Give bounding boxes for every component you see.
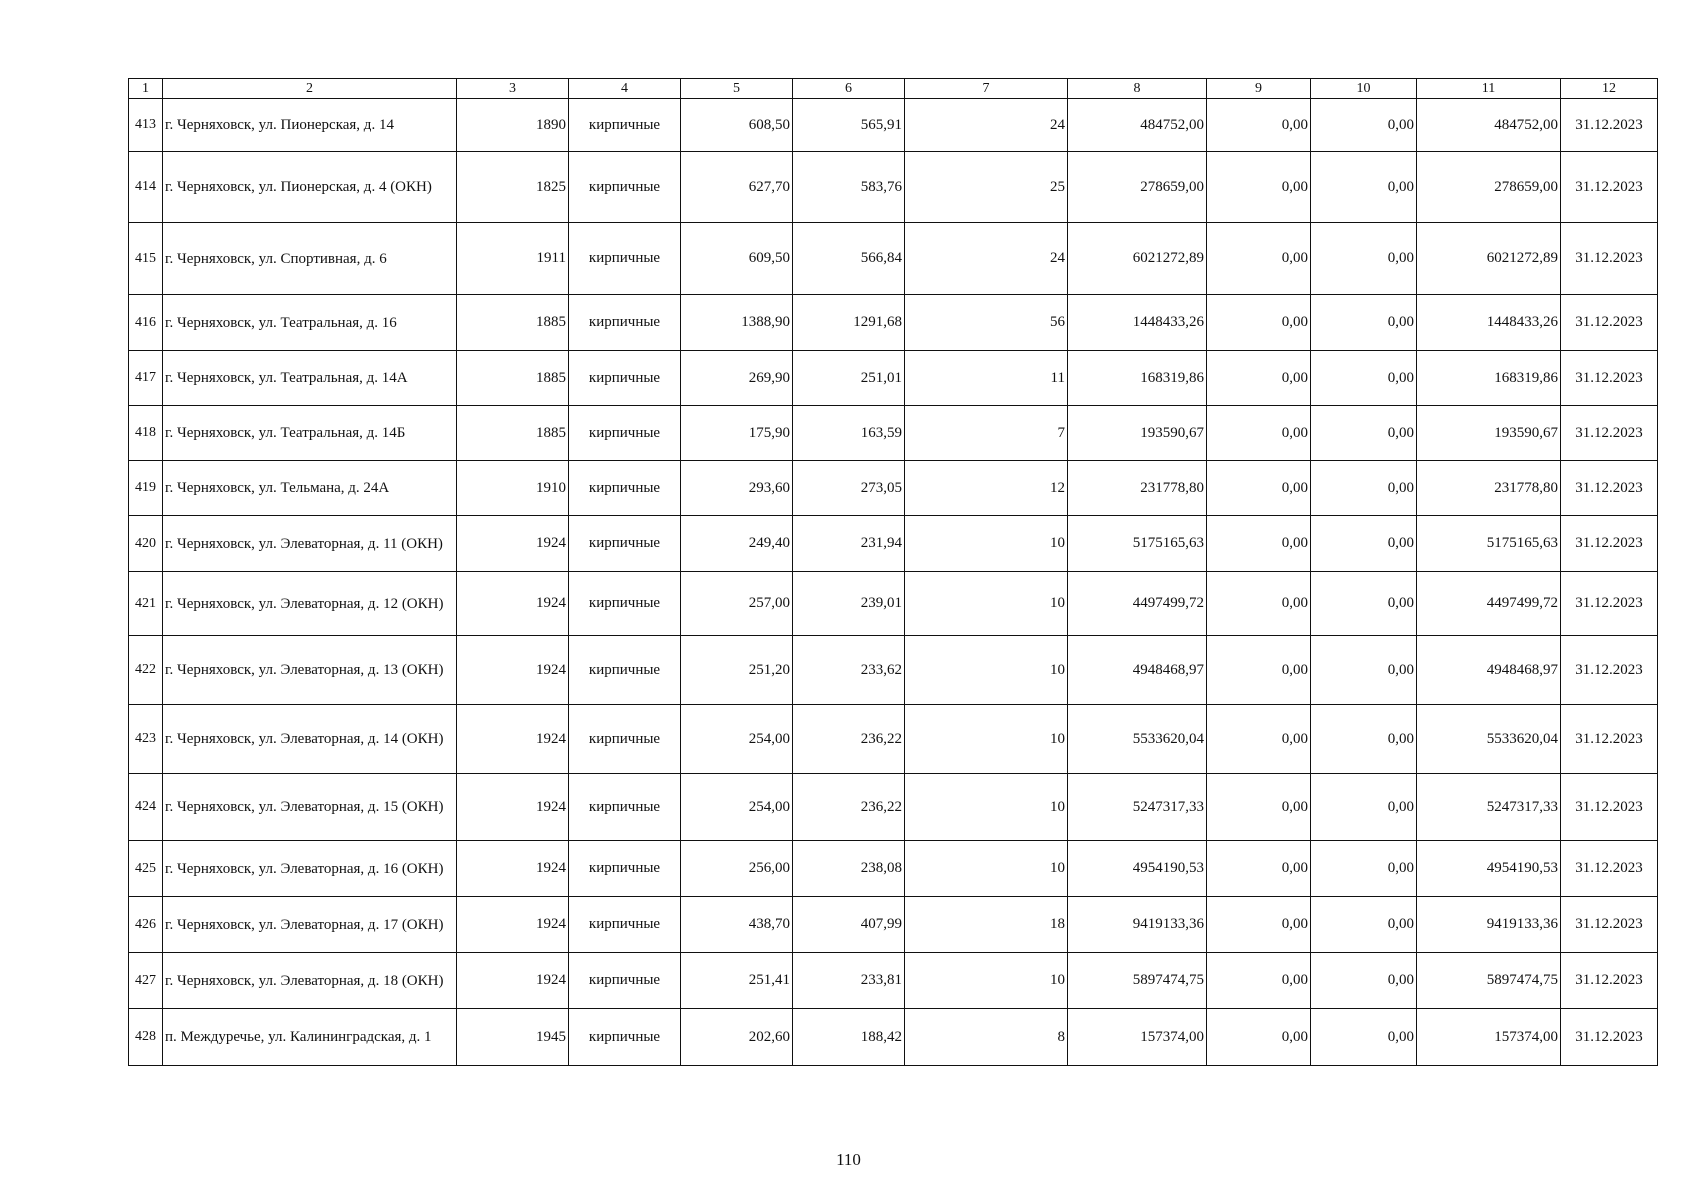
col10-cell: 0,00 — [1311, 953, 1417, 1009]
col7-cell: 24 — [905, 223, 1068, 295]
wall-material-cell: кирпичные — [569, 774, 681, 841]
row-number-cell: 421 — [129, 572, 163, 636]
col9-cell: 0,00 — [1207, 461, 1311, 516]
col10-cell: 0,00 — [1311, 841, 1417, 897]
date-cell: 31.12.2023 — [1561, 406, 1658, 461]
row-number-cell: 425 — [129, 841, 163, 897]
col5-cell: 1388,90 — [681, 295, 793, 351]
col6-cell: 188,42 — [793, 1009, 905, 1066]
col10-cell: 0,00 — [1311, 636, 1417, 705]
table-row — [129, 572, 1658, 636]
year-cell: 1924 — [457, 705, 569, 774]
year-cell: 1825 — [457, 152, 569, 223]
col6-cell: 238,08 — [793, 841, 905, 897]
col9-cell: 0,00 — [1207, 152, 1311, 223]
col6-cell: 583,76 — [793, 152, 905, 223]
header-cell: 11 — [1417, 79, 1561, 99]
wall-material-cell: кирпичные — [569, 1009, 681, 1066]
wall-material-cell: кирпичные — [569, 516, 681, 572]
col8-cell: 484752,00 — [1068, 99, 1207, 152]
year-cell: 1885 — [457, 295, 569, 351]
table-row — [129, 705, 1658, 774]
row-number-cell: 424 — [129, 774, 163, 841]
col5-cell: 175,90 — [681, 406, 793, 461]
date-cell: 31.12.2023 — [1561, 897, 1658, 953]
year-cell: 1890 — [457, 99, 569, 152]
col7-cell: 12 — [905, 461, 1068, 516]
col6-cell: 163,59 — [793, 406, 905, 461]
address-cell: г. Черняховск, ул. Элеваторная, д. 14 (ОКН) — [163, 705, 457, 774]
address-cell: г. Черняховск, ул. Театральная, д. 14Б — [163, 406, 457, 461]
col8-cell: 157374,00 — [1068, 1009, 1207, 1066]
date-cell: 31.12.2023 — [1561, 152, 1658, 223]
col8-cell: 4948468,97 — [1068, 636, 1207, 705]
col7-cell: 8 — [905, 1009, 1068, 1066]
address-cell: г. Черняховск, ул. Тельмана, д. 24А — [163, 461, 457, 516]
col6-cell: 251,01 — [793, 351, 905, 406]
table-row — [129, 516, 1658, 572]
address-cell: г. Черняховск, ул. Элеваторная, д. 18 (ОКН) — [163, 953, 457, 1009]
col10-cell: 0,00 — [1311, 516, 1417, 572]
col11-cell: 1448433,26 — [1417, 295, 1561, 351]
wall-material-cell: кирпичные — [569, 152, 681, 223]
table-row — [129, 774, 1658, 841]
col9-cell: 0,00 — [1207, 223, 1311, 295]
col11-cell: 5247317,33 — [1417, 774, 1561, 841]
header-cell: 2 — [163, 79, 457, 99]
col5-cell: 293,60 — [681, 461, 793, 516]
row-number-cell: 419 — [129, 461, 163, 516]
col8-cell: 4954190,53 — [1068, 841, 1207, 897]
row-number-cell: 426 — [129, 897, 163, 953]
col8-cell: 9419133,36 — [1068, 897, 1207, 953]
col7-cell: 7 — [905, 406, 1068, 461]
wall-material-cell: кирпичные — [569, 841, 681, 897]
header-cell: 10 — [1311, 79, 1417, 99]
col7-cell: 10 — [905, 636, 1068, 705]
row-number-cell: 417 — [129, 351, 163, 406]
header-cell: 4 — [569, 79, 681, 99]
address-cell: г. Черняховск, ул. Элеваторная, д. 16 (ОКН) — [163, 841, 457, 897]
col11-cell: 6021272,89 — [1417, 223, 1561, 295]
header-cell: 1 — [129, 79, 163, 99]
wall-material-cell: кирпичные — [569, 223, 681, 295]
col5-cell: 627,70 — [681, 152, 793, 223]
col11-cell: 5175165,63 — [1417, 516, 1561, 572]
row-number-cell: 414 — [129, 152, 163, 223]
wall-material-cell: кирпичные — [569, 953, 681, 1009]
address-cell: г. Черняховск, ул. Элеваторная, д. 11 (ОКН) — [163, 516, 457, 572]
year-cell: 1885 — [457, 406, 569, 461]
address-cell: г. Черняховск, ул. Пионерская, д. 14 — [163, 99, 457, 152]
col7-cell: 24 — [905, 99, 1068, 152]
col10-cell: 0,00 — [1311, 461, 1417, 516]
address-cell: г. Черняховск, ул. Пионерская, д. 4 (ОКН) — [163, 152, 457, 223]
row-number-cell: 415 — [129, 223, 163, 295]
address-cell: г. Черняховск, ул. Спортивная, д. 6 — [163, 223, 457, 295]
col9-cell: 0,00 — [1207, 1009, 1311, 1066]
col11-cell: 157374,00 — [1417, 1009, 1561, 1066]
col8-cell: 193590,67 — [1068, 406, 1207, 461]
col6-cell: 239,01 — [793, 572, 905, 636]
col7-cell: 18 — [905, 897, 1068, 953]
col7-cell: 10 — [905, 705, 1068, 774]
col5-cell: 254,00 — [681, 705, 793, 774]
col5-cell: 438,70 — [681, 897, 793, 953]
col9-cell: 0,00 — [1207, 99, 1311, 152]
col8-cell: 1448433,26 — [1068, 295, 1207, 351]
year-cell: 1911 — [457, 223, 569, 295]
col10-cell: 0,00 — [1311, 406, 1417, 461]
col9-cell: 0,00 — [1207, 953, 1311, 1009]
column-number-header-row — [129, 79, 1658, 99]
col10-cell: 0,00 — [1311, 1009, 1417, 1066]
year-cell: 1924 — [457, 516, 569, 572]
col7-cell: 10 — [905, 841, 1068, 897]
col6-cell: 565,91 — [793, 99, 905, 152]
date-cell: 31.12.2023 — [1561, 461, 1658, 516]
year-cell: 1885 — [457, 351, 569, 406]
col6-cell: 233,62 — [793, 636, 905, 705]
address-cell: г. Черняховск, ул. Элеваторная, д. 17 (ОКН) — [163, 897, 457, 953]
wall-material-cell: кирпичные — [569, 99, 681, 152]
col11-cell: 168319,86 — [1417, 351, 1561, 406]
housing-register-table — [128, 78, 1658, 1066]
col5-cell: 251,20 — [681, 636, 793, 705]
col8-cell: 4497499,72 — [1068, 572, 1207, 636]
col7-cell: 56 — [905, 295, 1068, 351]
row-number-cell: 418 — [129, 406, 163, 461]
wall-material-cell: кирпичные — [569, 705, 681, 774]
header-cell: 9 — [1207, 79, 1311, 99]
col8-cell: 5175165,63 — [1068, 516, 1207, 572]
col8-cell: 278659,00 — [1068, 152, 1207, 223]
year-cell: 1924 — [457, 774, 569, 841]
row-number-cell: 420 — [129, 516, 163, 572]
col9-cell: 0,00 — [1207, 351, 1311, 406]
table-row — [129, 223, 1658, 295]
date-cell: 31.12.2023 — [1561, 223, 1658, 295]
address-cell: г. Черняховск, ул. Театральная, д. 14А — [163, 351, 457, 406]
table-row — [129, 636, 1658, 705]
col9-cell: 0,00 — [1207, 572, 1311, 636]
table-row — [129, 351, 1658, 406]
col8-cell: 5897474,75 — [1068, 953, 1207, 1009]
date-cell: 31.12.2023 — [1561, 636, 1658, 705]
date-cell: 31.12.2023 — [1561, 841, 1658, 897]
col9-cell: 0,00 — [1207, 705, 1311, 774]
col5-cell: 609,50 — [681, 223, 793, 295]
col5-cell: 256,00 — [681, 841, 793, 897]
table-row — [129, 841, 1658, 897]
col11-cell: 5897474,75 — [1417, 953, 1561, 1009]
wall-material-cell: кирпичные — [569, 295, 681, 351]
date-cell: 31.12.2023 — [1561, 351, 1658, 406]
year-cell: 1910 — [457, 461, 569, 516]
table-row — [129, 1009, 1658, 1066]
col10-cell: 0,00 — [1311, 152, 1417, 223]
header-cell: 8 — [1068, 79, 1207, 99]
row-number-cell: 428 — [129, 1009, 163, 1066]
address-cell: г. Черняховск, ул. Элеваторная, д. 15 (ОКН) — [163, 774, 457, 841]
col6-cell: 233,81 — [793, 953, 905, 1009]
date-cell: 31.12.2023 — [1561, 99, 1658, 152]
col11-cell: 4948468,97 — [1417, 636, 1561, 705]
col6-cell: 273,05 — [793, 461, 905, 516]
col6-cell: 1291,68 — [793, 295, 905, 351]
col9-cell: 0,00 — [1207, 897, 1311, 953]
col9-cell: 0,00 — [1207, 774, 1311, 841]
col11-cell: 231778,80 — [1417, 461, 1561, 516]
col6-cell: 236,22 — [793, 774, 905, 841]
table-row — [129, 152, 1658, 223]
col5-cell: 202,60 — [681, 1009, 793, 1066]
col10-cell: 0,00 — [1311, 774, 1417, 841]
date-cell: 31.12.2023 — [1561, 1009, 1658, 1066]
col9-cell: 0,00 — [1207, 636, 1311, 705]
date-cell: 31.12.2023 — [1561, 516, 1658, 572]
col10-cell: 0,00 — [1311, 572, 1417, 636]
address-cell: г. Черняховск, ул. Элеваторная, д. 12 (ОКН) — [163, 572, 457, 636]
col11-cell: 193590,67 — [1417, 406, 1561, 461]
wall-material-cell: кирпичные — [569, 406, 681, 461]
header-cell: 7 — [905, 79, 1068, 99]
address-cell: п. Междуречье, ул. Калининградская, д. 1 — [163, 1009, 457, 1066]
col10-cell: 0,00 — [1311, 705, 1417, 774]
header-cell: 5 — [681, 79, 793, 99]
col10-cell: 0,00 — [1311, 99, 1417, 152]
wall-material-cell: кирпичные — [569, 351, 681, 406]
year-cell: 1924 — [457, 572, 569, 636]
wall-material-cell: кирпичные — [569, 572, 681, 636]
col5-cell: 254,00 — [681, 774, 793, 841]
col11-cell: 484752,00 — [1417, 99, 1561, 152]
row-number-cell: 422 — [129, 636, 163, 705]
col8-cell: 168319,86 — [1068, 351, 1207, 406]
col8-cell: 6021272,89 — [1068, 223, 1207, 295]
col5-cell: 249,40 — [681, 516, 793, 572]
col9-cell: 0,00 — [1207, 406, 1311, 461]
year-cell: 1945 — [457, 1009, 569, 1066]
col6-cell: 407,99 — [793, 897, 905, 953]
date-cell: 31.12.2023 — [1561, 295, 1658, 351]
col5-cell: 251,41 — [681, 953, 793, 1009]
row-number-cell: 416 — [129, 295, 163, 351]
col7-cell: 11 — [905, 351, 1068, 406]
col8-cell: 231778,80 — [1068, 461, 1207, 516]
year-cell: 1924 — [457, 841, 569, 897]
date-cell: 31.12.2023 — [1561, 774, 1658, 841]
header-cell: 3 — [457, 79, 569, 99]
year-cell: 1924 — [457, 897, 569, 953]
col5-cell: 269,90 — [681, 351, 793, 406]
row-number-cell: 427 — [129, 953, 163, 1009]
col5-cell: 608,50 — [681, 99, 793, 152]
col7-cell: 10 — [905, 572, 1068, 636]
table-row — [129, 295, 1658, 351]
page-number: 110 — [836, 1150, 861, 1169]
header-cell: 12 — [1561, 79, 1658, 99]
col10-cell: 0,00 — [1311, 295, 1417, 351]
col11-cell: 4497499,72 — [1417, 572, 1561, 636]
table-row — [129, 953, 1658, 1009]
wall-material-cell: кирпичные — [569, 897, 681, 953]
row-number-cell: 423 — [129, 705, 163, 774]
col11-cell: 278659,00 — [1417, 152, 1561, 223]
date-cell: 31.12.2023 — [1561, 705, 1658, 774]
col10-cell: 0,00 — [1311, 351, 1417, 406]
col7-cell: 25 — [905, 152, 1068, 223]
col5-cell: 257,00 — [681, 572, 793, 636]
col9-cell: 0,00 — [1207, 516, 1311, 572]
address-cell: г. Черняховск, ул. Театральная, д. 16 — [163, 295, 457, 351]
col11-cell: 9419133,36 — [1417, 897, 1561, 953]
table-row — [129, 897, 1658, 953]
row-number-cell: 413 — [129, 99, 163, 152]
col8-cell: 5533620,04 — [1068, 705, 1207, 774]
col10-cell: 0,00 — [1311, 897, 1417, 953]
address-cell: г. Черняховск, ул. Элеваторная, д. 13 (ОКН) — [163, 636, 457, 705]
date-cell: 31.12.2023 — [1561, 572, 1658, 636]
col11-cell: 4954190,53 — [1417, 841, 1561, 897]
year-cell: 1924 — [457, 953, 569, 1009]
wall-material-cell: кирпичные — [569, 461, 681, 516]
table-row — [129, 406, 1658, 461]
col6-cell: 236,22 — [793, 705, 905, 774]
col7-cell: 10 — [905, 953, 1068, 1009]
table-row — [129, 99, 1658, 152]
col9-cell: 0,00 — [1207, 841, 1311, 897]
wall-material-cell: кирпичные — [569, 636, 681, 705]
col9-cell: 0,00 — [1207, 295, 1311, 351]
date-cell: 31.12.2023 — [1561, 953, 1658, 1009]
header-cell: 6 — [793, 79, 905, 99]
col11-cell: 5533620,04 — [1417, 705, 1561, 774]
col8-cell: 5247317,33 — [1068, 774, 1207, 841]
col6-cell: 566,84 — [793, 223, 905, 295]
col10-cell: 0,00 — [1311, 223, 1417, 295]
col6-cell: 231,94 — [793, 516, 905, 572]
col7-cell: 10 — [905, 516, 1068, 572]
table-row — [129, 461, 1658, 516]
year-cell: 1924 — [457, 636, 569, 705]
col7-cell: 10 — [905, 774, 1068, 841]
